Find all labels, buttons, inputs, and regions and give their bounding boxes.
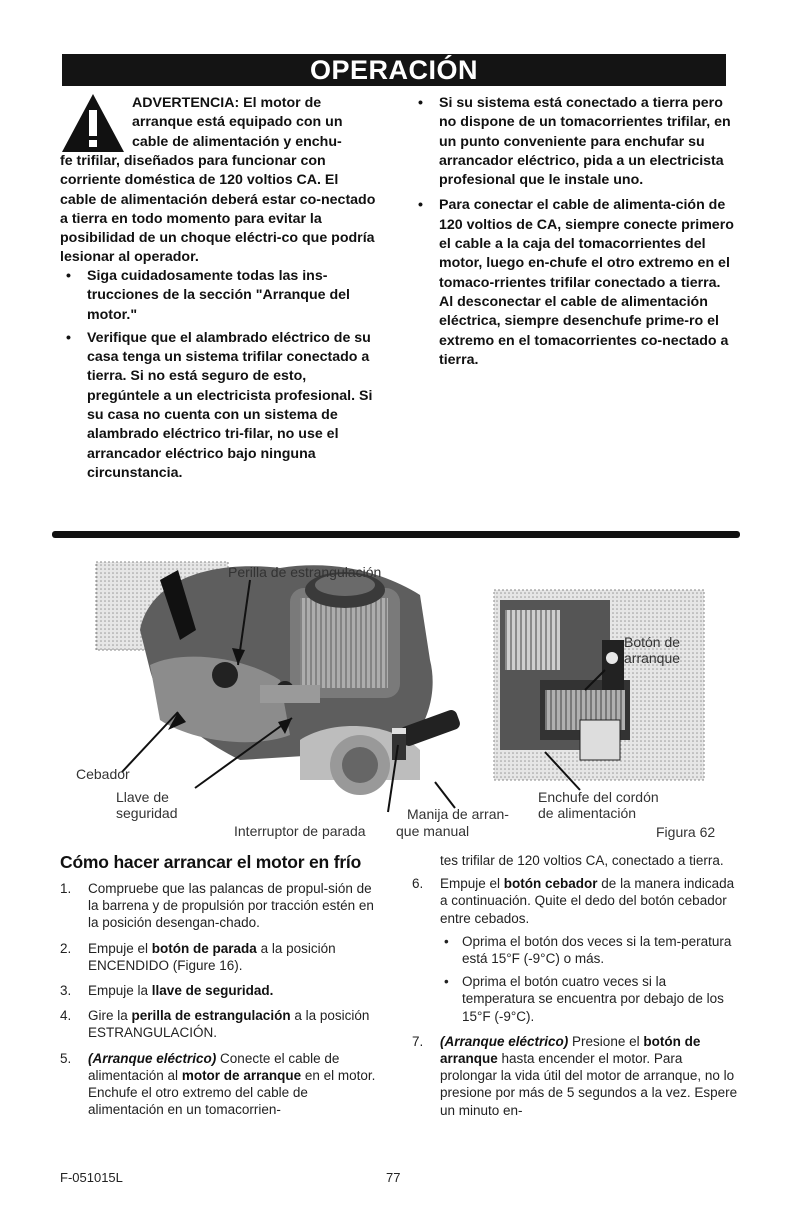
step-body (88, 982, 382, 999)
step-text: Empuje el (440, 876, 504, 892)
start-button-photo (494, 590, 704, 780)
step-number: 5. (60, 1050, 72, 1066)
step-text: motor de arranque (181, 1067, 302, 1083)
step-continuation: tes trifilar de 120 voltios CA, conectado a tierra. (440, 853, 724, 868)
step-number: 6. (412, 876, 424, 892)
step-text: llave de seguridad. (151, 983, 274, 999)
step-text: (Arranque eléctrico) (88, 1050, 217, 1066)
steps-right-column (412, 852, 738, 1127)
list-item: • Verifique que el alambrado eléctrico de su casa tenga un sistema trifilar conectado a tierra. Si no está seguro de esto, pregúntele a un electricista profesional. Si su casa no cuenta con un sistema de alambrado eléctrico tri-filar, no use el arrancador eléctrico bajo ninguna circunstancia. (60, 329, 380, 483)
sub-list-item: • Oprima el botón dos veces si la tem-peratura está 15°F (-9°C) o más. (440, 933, 738, 967)
step-text: Compruebe que las palancas de propul-sión de la barrena y de propulsión por tracción estén en la posición desengan-chado. (88, 881, 374, 931)
section-banner (62, 54, 726, 86)
engine-photo (96, 562, 462, 795)
step-body (440, 1033, 738, 1119)
section-divider (52, 531, 740, 538)
label-recoil-handle-1: Manija de arran- (407, 806, 509, 822)
step-text: Conecte el cable de alimentación al (88, 1050, 340, 1083)
left-bullet-list (60, 267, 380, 487)
step-body (440, 875, 738, 927)
step-item (60, 1050, 382, 1119)
right-bullet-list (412, 94, 737, 376)
sub-list (440, 933, 738, 1025)
label-start-button: Botón de arranque (624, 634, 681, 666)
step-item (412, 1033, 738, 1119)
step-body (88, 940, 382, 974)
label-primer: Cebador (76, 766, 130, 782)
step-text: a la posición ENCENDIDO (Figure 16). (88, 940, 336, 973)
step-text: botón cebador (503, 876, 598, 892)
figure-caption: Figura 62 (656, 824, 716, 840)
step-item (60, 880, 382, 932)
engine-figure (0, 540, 792, 845)
section-title: Cómo hacer arrancar el motor en frío (60, 852, 362, 872)
step-text: en el motor. Enchufe el otro extremo del cable de alimentación en un tomacorrien- (88, 1067, 376, 1118)
step-number: 3. (60, 983, 72, 999)
step-number: 1. (60, 881, 72, 896)
step-item (60, 940, 382, 974)
warning-triangle-icon (60, 92, 126, 154)
step-item (60, 1007, 382, 1041)
step-body (88, 1050, 382, 1119)
step-body (88, 880, 382, 932)
steps-left-column (60, 880, 382, 1126)
step-text: hasta encender el motor. Para prolongar la vida útil del motor de arranque, no lo presione por más de 5 segundos a la vez. Espere un minuto en- (440, 1051, 738, 1118)
warning-lead: ADVERTENCIA: El motor de arranque está equipado con un cable de alimentación y enchu- (132, 95, 343, 150)
step-number: 4. (60, 1008, 72, 1024)
step-number: 7. (412, 1033, 424, 1049)
label-recoil-handle-2: que manual (396, 823, 470, 839)
page-title: OPERACIÓN (309, 55, 479, 85)
warning-text: fe trifilar, diseñados para funcionar con corriente doméstica de 120 voltios CA. El cable de alimentación deberá estar co-nectado a tierra en todo momento para evitar la posibilidad de un choque eléctri-co que podría lesionar al operador. (60, 153, 376, 266)
step-body (88, 1007, 382, 1041)
sub-list-item: • Oprima el botón cuatro veces si la temperatura se encuentra por debajo de los 15°F (-9°C). (440, 973, 738, 1025)
document-code: F-051015L (60, 1170, 123, 1185)
label-safety-key: Llave de seguridad (116, 789, 178, 821)
list-item: • Si su sistema está conectado a tierra pero no dispone de un tomacorrientes trifilar, en un punto conveniente para enchufar su arrancador eléctrico, pida a un electricista profesional que le instale uno. (412, 94, 737, 190)
step-text: de la manera indicada a continuación. Quite el dedo del botón cebador entre cebados. (440, 876, 735, 926)
label-choke-knob: Perilla de estrangulación (228, 564, 382, 580)
step-text: a la posición ESTRANGULACIÓN. (88, 1008, 370, 1041)
list-item: • Para conectar el cable de alimenta-ción de 120 voltios de CA, siempre conecte primero el cable a la caja del tomacorrientes del motor, luego en-chufe el otro extremo en el tomaco-rrientes trifilar conectado a tierra. Al desconectar el cable de alimentación eléctrica, siempre desenchufe prime-ro el extremo en el tomacorrientes co-nectado a tierra. (412, 196, 737, 370)
step-text: (Arranque eléctrico) (440, 1033, 569, 1049)
step-text: Empuje la (88, 983, 152, 999)
step-text: perilla de estrangulación (131, 1008, 291, 1024)
label-power-cord-plug: Enchufe del cordón de alimentación (538, 789, 659, 821)
step-item (60, 982, 382, 999)
page-number: 77 (386, 1170, 401, 1185)
step-text: Presione el (568, 1033, 644, 1049)
step-item (412, 875, 738, 1025)
step-text: botón de parada (151, 940, 257, 956)
label-stop-switch: Interruptor de parada (234, 823, 366, 839)
step-text: Gire la (88, 1008, 132, 1024)
step-number: 2. (60, 940, 72, 956)
step-text: botón de arranque (440, 1033, 701, 1067)
step-text: Empuje el (88, 940, 152, 956)
list-item: • Siga cuidadosamente todas las ins-trucciones de la sección "Arranque del motor." (60, 267, 380, 325)
